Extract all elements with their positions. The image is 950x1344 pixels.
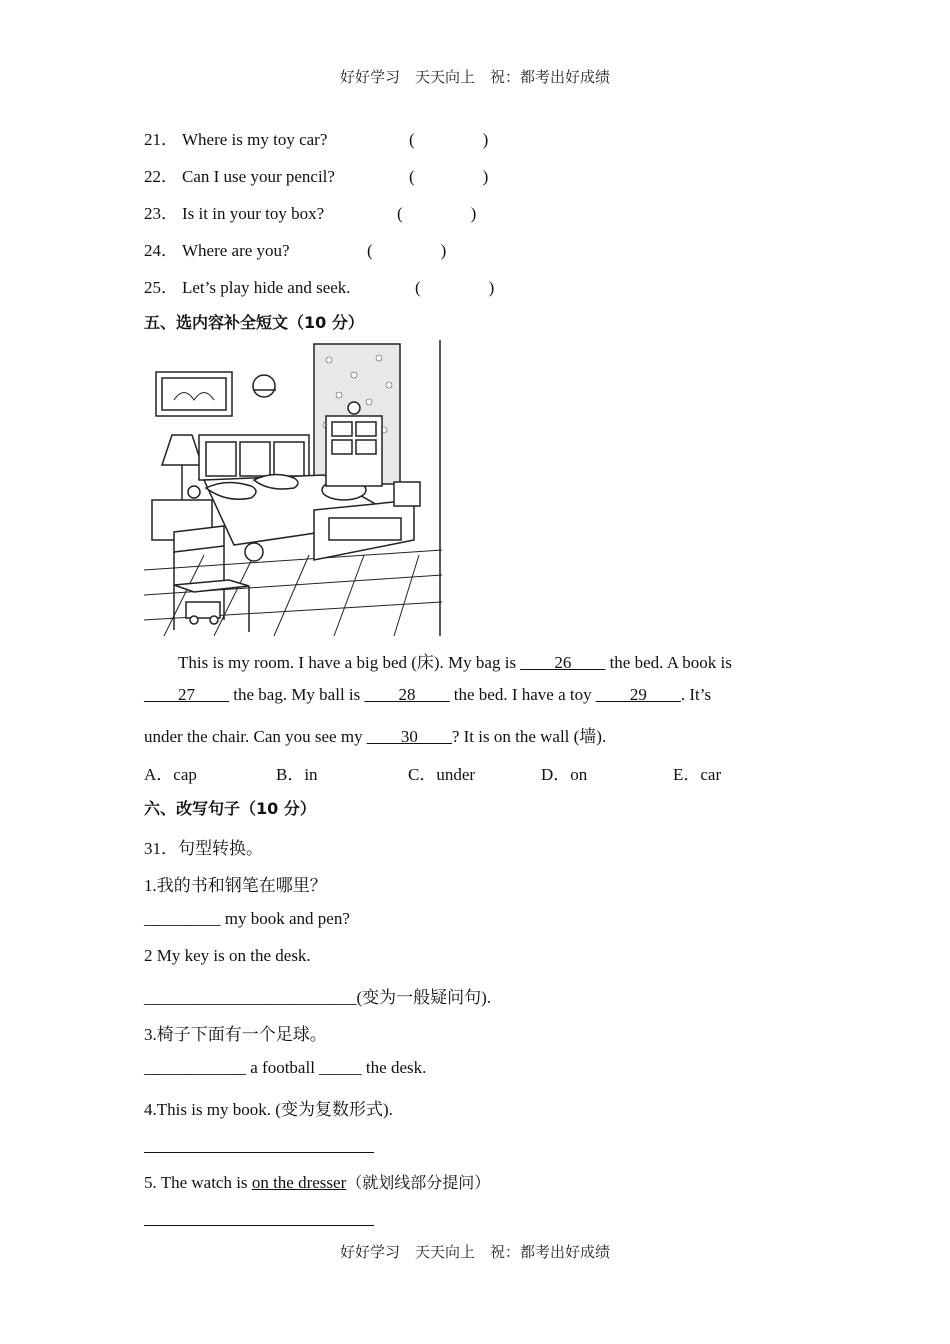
- page-header: 好好学习 天天向上 祝：都考出好成绩: [339, 68, 610, 86]
- question-number: 24．: [144, 241, 178, 260]
- blank-28[interactable]: ____28____: [364, 685, 450, 704]
- question-number: 25．: [144, 278, 178, 297]
- blank-26[interactable]: ____26____: [520, 653, 606, 672]
- question-21: [144, 125, 327, 150]
- passage-line-1: [178, 648, 732, 673]
- question-24: [144, 236, 290, 261]
- option-d: D．on: [541, 765, 588, 784]
- passage-line-2: [144, 685, 711, 705]
- answer-paren-23[interactable]: ( ): [397, 204, 477, 223]
- answer-paren-25[interactable]: ( ): [415, 278, 495, 297]
- passage-line-3: [144, 722, 606, 747]
- question-25: [144, 273, 351, 298]
- item-5-underlined: on the dresser: [251, 1173, 347, 1192]
- item-3-answer[interactable]: ____________ a football _____ the desk.: [144, 1058, 427, 1077]
- item-4-prompt: 4.This is my book. (变为复数形式).: [144, 1100, 393, 1119]
- option-e: E．car: [673, 765, 722, 784]
- blank-27[interactable]: ____27____: [144, 685, 229, 704]
- section-5-title: 五、选内容补全短文（10 分）: [144, 313, 364, 332]
- item-5-instruction: （就划线部分提问）: [346, 1173, 491, 1192]
- passage-text: This is my room. I have a big bed (床). My bag is: [178, 653, 521, 672]
- passage-text: ? It is on the wall (墙).: [451, 727, 607, 746]
- blank-29[interactable]: ____29____: [595, 685, 681, 704]
- answer-paren-21[interactable]: ( ): [409, 130, 489, 149]
- section-6-title: 六、改写句子（10 分）: [144, 799, 316, 818]
- item-5-prompt: [144, 1170, 490, 1193]
- passage-text: under the chair. Can you see my: [144, 727, 367, 746]
- question-text: Where is my toy car?: [182, 130, 328, 149]
- option-c: C．under: [408, 765, 476, 784]
- item-2-prompt: 2 My key is on the desk.: [144, 946, 311, 965]
- page-footer: 好好学习 天天向上 祝：都考出好成绩: [339, 1243, 610, 1261]
- blank-30[interactable]: ____30____: [366, 727, 452, 746]
- item-5-text: 5. The watch is: [144, 1173, 252, 1192]
- question-text: Is it in your toy box?: [182, 204, 325, 223]
- question-number: 23．: [144, 204, 178, 223]
- passage-text: the bed. I have a toy: [449, 685, 596, 704]
- question-22: [144, 162, 335, 187]
- option-a: A．cap: [144, 765, 197, 784]
- question-text: Where are you?: [182, 241, 290, 260]
- passage-text: . It’s: [680, 685, 712, 704]
- answer-paren-24[interactable]: ( ): [367, 241, 447, 260]
- item-1-prompt: 1.我的书和钢笔在哪里？: [144, 876, 327, 895]
- bedroom-illustration: [144, 340, 442, 636]
- question-number: 21．: [144, 130, 178, 149]
- question-number: 22．: [144, 167, 178, 186]
- question-31: 31．句型转换。: [144, 839, 263, 858]
- question-23: [144, 199, 324, 224]
- passage-text: the bag. My ball is: [229, 685, 365, 704]
- answer-paren-22[interactable]: ( ): [409, 167, 489, 186]
- question-text: Can I use your pencil?: [182, 167, 335, 186]
- item-5-answer-line[interactable]: [144, 1225, 374, 1226]
- question-text: Let’s play hide and seek.: [182, 278, 351, 297]
- passage-text: the bed. A book is: [605, 653, 732, 672]
- item-4-answer-line[interactable]: [144, 1152, 374, 1153]
- item-3-prompt: 3.椅子下面有一个足球。: [144, 1025, 327, 1044]
- option-b: B．in: [276, 765, 318, 784]
- item-1-answer[interactable]: _________ my book and pen?: [144, 909, 350, 928]
- item-2-answer[interactable]: _________________________(变为一般疑问句).: [144, 988, 492, 1007]
